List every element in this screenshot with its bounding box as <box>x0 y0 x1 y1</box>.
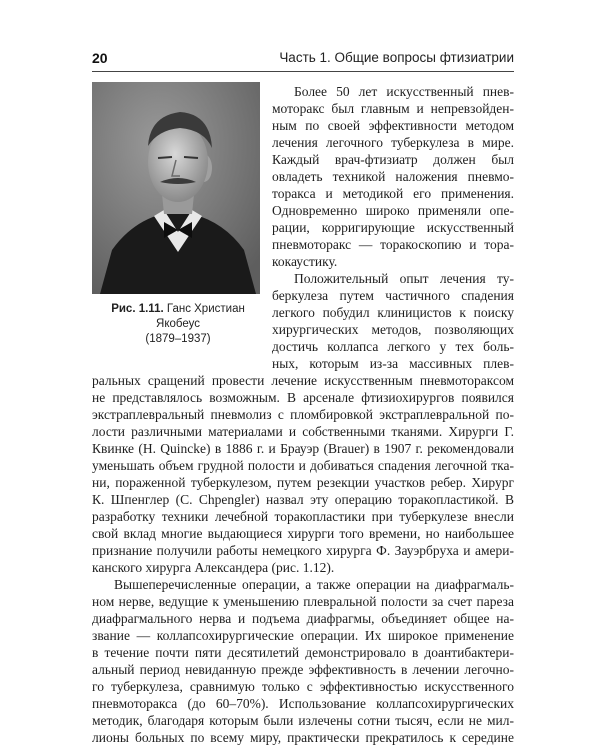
text-line: уменьшать объем грудной полости и добиваться спадения легочной тка- <box>92 458 514 473</box>
text-line: лечения легочного туберкулеза в мире. <box>272 135 514 150</box>
text-line: ным по своей эффективности методом <box>272 118 514 133</box>
portrait-photo <box>92 82 260 294</box>
text-line: го туберкулеза, сравнимую только с эффективностью искусственного <box>92 679 514 694</box>
text-line: в течение почти пяти десятилетий демонстрировало в доантибактери- <box>92 645 514 660</box>
figure-label: Рис. 1.11. <box>111 303 164 315</box>
text-line: разработку техники лечебной торакопластики при туберкулезе внесли <box>92 509 514 524</box>
text-line: не представлялось возможным. В арсенале фтизиохирургов появился <box>92 390 514 405</box>
text-line: признание получили работы немецкого хирурга Ф. Зауэрбруха и амери- <box>92 543 514 558</box>
text-line: моторакс был главным и непревзойден- <box>272 101 514 116</box>
text-line: Вышеперечисленные операции, а также операции на диафрагмаль- <box>114 577 514 592</box>
text-line: легкого побудил клиницистов к поиску <box>272 305 514 320</box>
text-line: пневмоторакса (до 60–70%). Использование коллапсохирургических <box>92 696 514 711</box>
portrait-illustration <box>92 82 260 294</box>
text-line: альный период невиданную прежде эффективность в лечении легочно- <box>92 662 514 677</box>
text-line: овладеть техникой наложения пневмо- <box>272 169 514 184</box>
text-line: Квинке (H. Quincke) в 1886 г. и Брауэр (Brauer) в 1907 г. рекомендовали <box>92 441 514 456</box>
text-line: канского хирурга Александера (рис. 1.12). <box>92 560 335 575</box>
page-header <box>92 44 514 72</box>
figure-caption-name: Ганс Христиан Якобеус <box>156 303 245 330</box>
text-line: достичь коллапса легкого у тех боль- <box>272 339 514 354</box>
text-line: пневмоторакс — торакоскопию и тора- <box>272 237 514 252</box>
text-line: Одновременно широко применяли опе- <box>272 203 514 218</box>
text-line: Более 50 лет искусственный пнев- <box>294 84 514 99</box>
text-line: кокаустику. <box>272 254 338 269</box>
running-title: Часть 1. Общие вопросы фтизиатрии <box>279 50 514 65</box>
text-line: свой вклад многие выдающиеся хирурги того времени, но наибольшее <box>92 526 514 541</box>
text-line: ных, которым из-за массивных плев- <box>272 356 514 371</box>
text-line: ральных сращений провести лечение искусственным пневмотораксом <box>92 373 514 388</box>
text-line: хирургических методов, позволяющих <box>272 322 514 337</box>
text-line: лионы больных по всему миру, практически прекратилось к середине <box>92 730 514 745</box>
text-line: ни, пораженной туберкулезом, путем резекции участков ребер. Хирург <box>92 475 514 490</box>
text-line: экстраплевральный пневмолиз с пломбировкой экстраплевральной по- <box>92 407 514 422</box>
figure-caption-years: (1879–1937) <box>145 333 211 345</box>
text-line: Положительный опыт лечения ту- <box>294 271 514 286</box>
text-line: диафрагмального нерва и подъема диафрагмы, объединяет общее на- <box>92 611 514 626</box>
text-line: торакса и методикой его применения. <box>272 186 514 201</box>
text-line: Каждый врач-фтизиатр должен был <box>272 152 514 167</box>
text-line: рации, корригирующие искусственный <box>272 220 514 235</box>
text-line: ном нерве, ведущие к уменьшению плевральной полости за счет пареза <box>92 594 514 609</box>
text-line: К. Шпенглер (C. Chpengler) назвал эту операцию торакопластикой. В <box>92 492 514 507</box>
text-line: лости различными материалами и собственными тканями. Хирурги Г. <box>92 424 514 439</box>
text-line: беркулеза путем частичного спадения <box>272 288 514 303</box>
text-line: методик, благодаря которым были излечены сотни тысяч, если не мил- <box>92 713 514 728</box>
page-number: 20 <box>92 50 108 66</box>
figure-caption <box>92 302 264 347</box>
text-line: звание — коллапсохирургические операции. Их широкое применение <box>92 628 514 643</box>
header-rule <box>92 71 514 72</box>
